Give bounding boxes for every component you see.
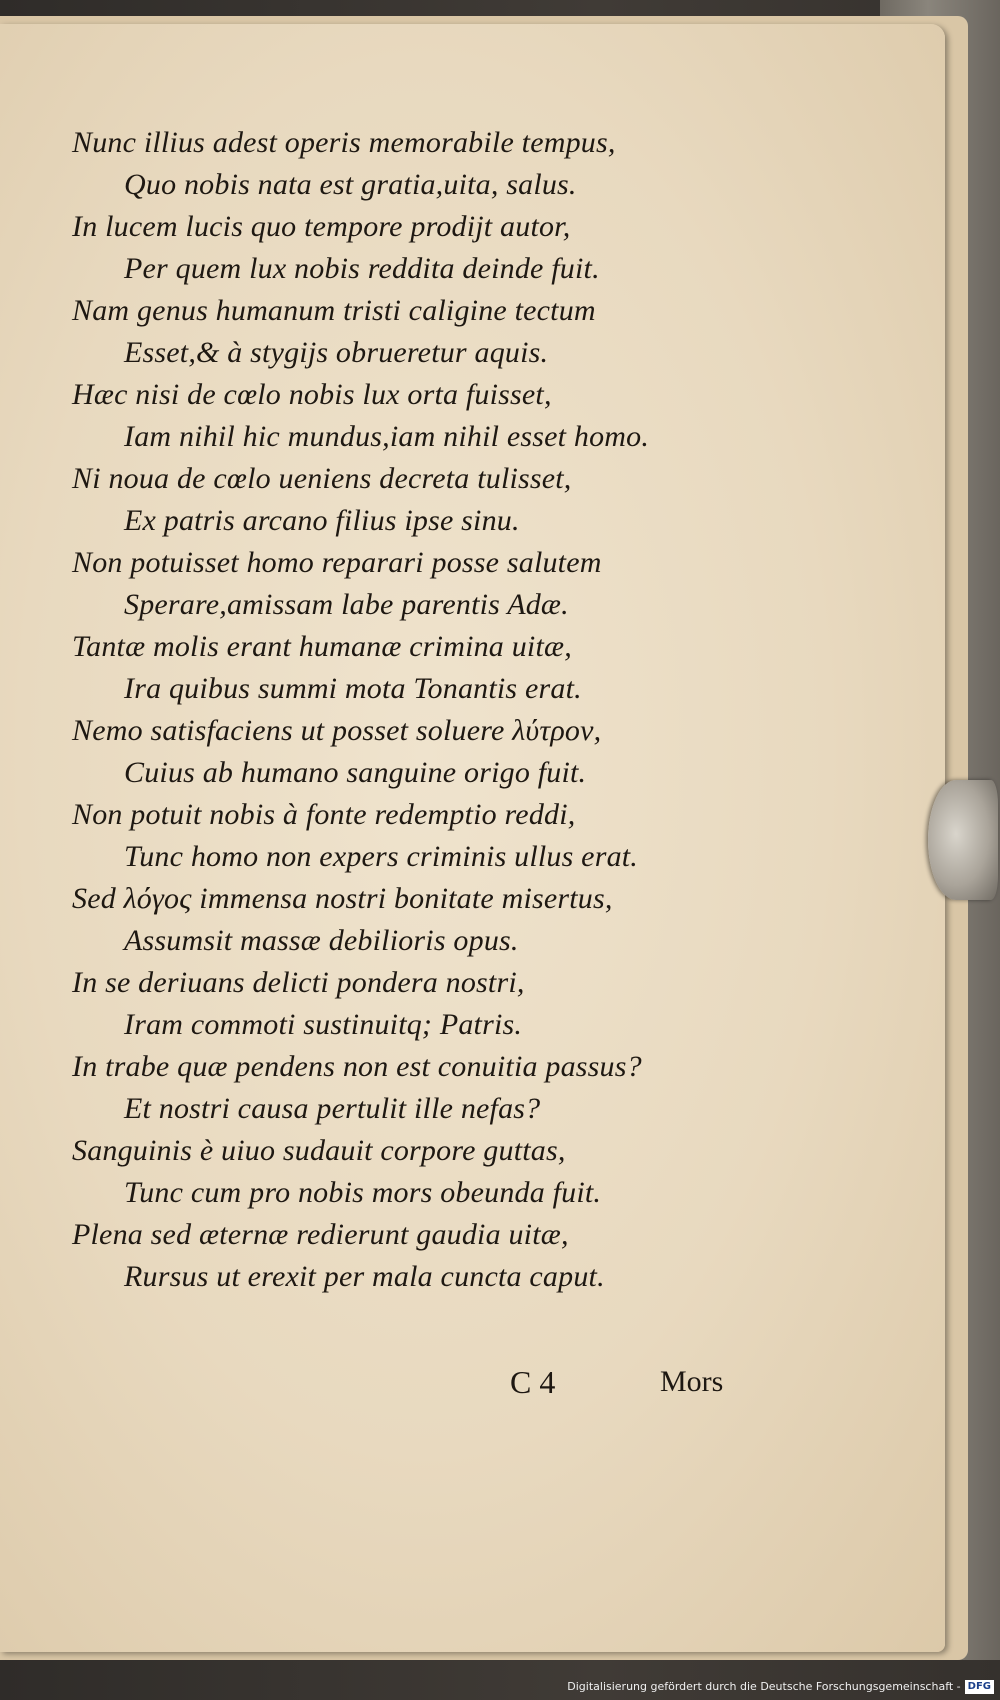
poem-line: Sanguinis è uiuo sudauit corpore guttas, xyxy=(72,1134,566,1167)
poem-line: In se deriuans delicti pondera nostri, xyxy=(72,966,525,999)
poem-line: Ni noua de cœlo ueniens decreta tulisset, xyxy=(72,462,572,495)
poem-line: Iam nihil hic mundus,iam nihil esset homo. xyxy=(124,420,650,453)
poem-line: In lucem lucis quo tempore prodijt autor, xyxy=(72,210,571,243)
poem-line: Quo nobis nata est gratia,uita, salus. xyxy=(124,168,577,201)
poem-line: Non potuisset homo reparari posse salutem xyxy=(72,546,602,579)
poem-line: Sperare,amissam labe parentis Adæ. xyxy=(124,588,569,621)
poem-line: Nunc illius adest operis memorabile tempus, xyxy=(72,126,616,159)
book-page xyxy=(0,24,945,1652)
poem-line: Ex patris arcano filius ipse sinu. xyxy=(124,504,520,537)
poem-line: Et nostri causa pertulit ille nefas? xyxy=(124,1092,541,1125)
poem-line: Rursus ut erexit per mala cuncta caput. xyxy=(124,1260,605,1293)
catchword: Mors xyxy=(660,1365,724,1398)
poem-line: Nemo satisfaciens ut posset soluere λύτρον, xyxy=(72,714,602,747)
page-footer xyxy=(0,1360,945,1404)
digitization-credit xyxy=(567,1676,994,1698)
poem-line: Tunc cum pro nobis mors obeunda fuit. xyxy=(124,1176,602,1209)
poem-line: In trabe quæ pendens non est conuitia passus? xyxy=(72,1050,642,1083)
poem-line: Iram commoti sustinuitq; Patris. xyxy=(124,1008,523,1041)
credit-text: Digitalisierung gefördert durch die Deutsche Forschungsgemeinschaft - xyxy=(567,1680,961,1693)
poem-line: Tunc homo non expers criminis ullus erat. xyxy=(124,840,639,873)
poem-line: Ira quibus summi mota Tonantis erat. xyxy=(124,672,582,705)
poem-line: Assumsit massæ debilioris opus. xyxy=(124,924,519,957)
poem-line: Hæc nisi de cœlo nobis lux orta fuisset, xyxy=(72,378,552,411)
poem-line: Sed λόγος immensa nostri bonitate misertus, xyxy=(72,882,613,915)
poem-line: Tantæ molis erant humanæ crimina uitæ, xyxy=(72,630,572,663)
poem-line: Cuius ab humano sanguine origo fuit. xyxy=(124,756,587,789)
poem-line: Plena sed æternæ redierunt gaudia uitæ, xyxy=(72,1218,569,1251)
dfg-logo: DFG xyxy=(965,1680,994,1694)
poem-text xyxy=(72,122,872,1298)
book-clasp xyxy=(928,780,998,900)
poem-line: Per quem lux nobis reddita deinde fuit. xyxy=(124,252,600,285)
poem-line: Non potuit nobis à fonte redemptio reddi, xyxy=(72,798,576,831)
poem-line: Esset,& à stygijs obrueretur aquis. xyxy=(124,336,549,369)
poem-line: Nam genus humanum tristi caligine tectum xyxy=(72,294,596,327)
signature-mark: C 4 xyxy=(510,1364,556,1400)
